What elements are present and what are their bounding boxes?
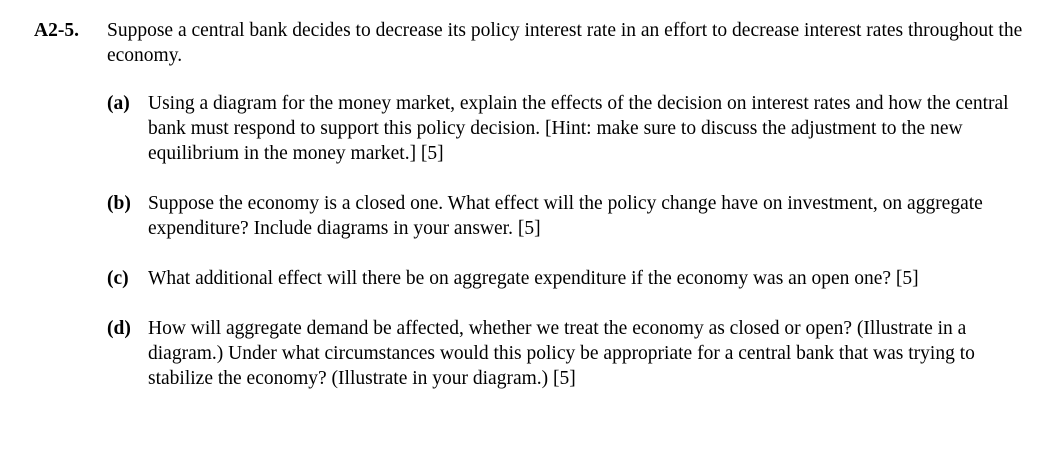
part-b [107,191,1044,241]
part-c [107,266,1044,291]
part-a-text: Using a diagram for the money market, explain the effects of the decision on interest rates and how the central bank must respond to support this policy decision. [Hint: make sure to discuss the adjustment to the new equilibrium in the money market.] [5] [148,93,1009,164]
part-a [107,91,1044,166]
question-parts [34,91,1044,391]
question-number: A2-5. [34,20,79,41]
part-d [107,316,1044,391]
part-a-label: (a) [107,93,130,114]
part-c-text: What additional effect will there be on aggregate expenditure if the economy was an open one? [5] [148,268,919,289]
question-block [34,18,1044,416]
part-d-text: How will aggregate demand be affected, whether we treat the economy as closed or open? (Illustrate in a diagram.) Under what circumstances would this policy be appropriate for a central bank that was trying to stabilize the economy? (Illustrate in your diagram.) [5] [148,318,975,389]
part-d-label: (d) [107,318,131,339]
part-c-label: (c) [107,268,129,289]
part-b-text: Suppose the economy is a closed one. What effect will the policy change have on investment, on aggregate expenditure? Include diagrams in your answer. [5] [148,193,983,239]
question-header [34,18,1044,68]
question-text: Suppose a central bank decides to decrease its policy interest rate in an effort to decrease interest rates throughout the economy. [107,20,1023,66]
part-b-label: (b) [107,193,131,214]
